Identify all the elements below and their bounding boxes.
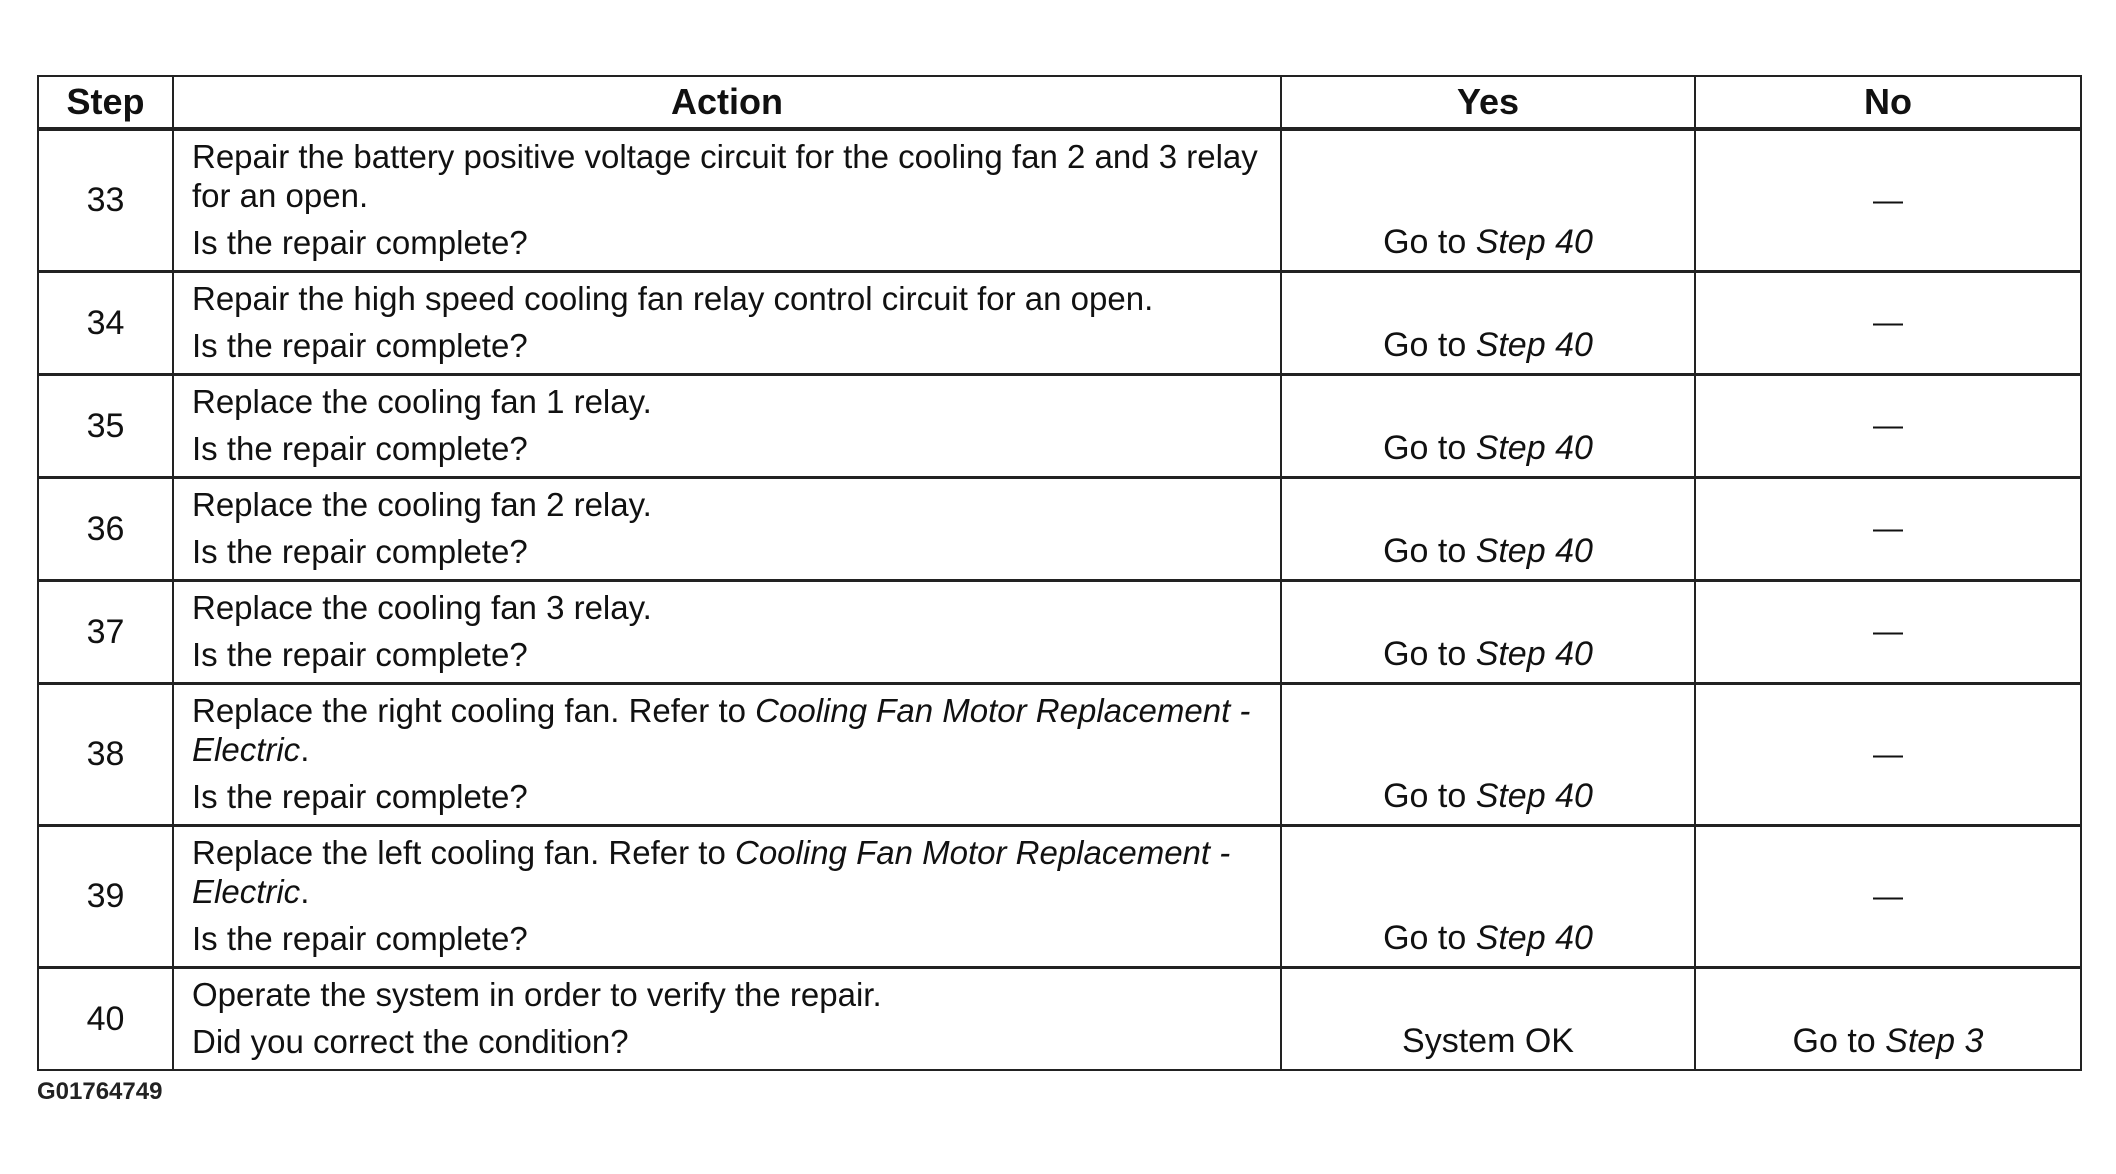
action-cell [173, 272, 1281, 375]
text-segment: Replace the cooling fan 2 relay. [192, 486, 652, 523]
table-row [38, 581, 2081, 684]
text-segment: — [1873, 409, 1903, 442]
text-segment: — [1873, 306, 1903, 339]
yes-result [1281, 478, 1695, 581]
step-number: 36 [38, 478, 173, 581]
text-segment: Replace the cooling fan 1 relay. [192, 383, 652, 420]
text-segment: Operate the system in order to verify the repair. [192, 976, 882, 1013]
step-number: 34 [38, 272, 173, 375]
action-text [192, 691, 1266, 769]
step-number: 40 [38, 968, 173, 1071]
text-segment: Go to [1383, 532, 1476, 570]
text-segment: Go to [1383, 326, 1476, 364]
yes-result [1281, 272, 1695, 375]
yes-result [1281, 581, 1695, 684]
text-segment: Go to [1383, 429, 1476, 467]
reference-link: Step 40 [1475, 326, 1593, 364]
text-segment: — [1873, 183, 1903, 217]
no-result [1695, 826, 2081, 968]
question-text: Is the repair complete? [192, 636, 528, 673]
question-text: Is the repair complete? [192, 920, 528, 957]
yes-result [1281, 129, 1695, 272]
reference-link: Step 40 [1475, 777, 1593, 815]
action-text [192, 975, 1266, 1014]
text-segment: Replace the right cooling fan. Refer to [192, 692, 756, 729]
text-segment: — [1873, 737, 1903, 771]
text-segment: — [1873, 615, 1903, 648]
action-cell [173, 826, 1281, 968]
reference-link: Cooling Fan Motor Replacement - Electric [192, 692, 1251, 768]
text-segment: . [300, 731, 310, 768]
no-result [1695, 272, 2081, 375]
table-row [38, 968, 2081, 1071]
yes-result [1281, 684, 1695, 826]
text-segment: Replace the cooling fan 3 relay. [192, 589, 652, 626]
table-row [38, 826, 2081, 968]
step-number: 33 [38, 129, 173, 272]
action-cell [173, 968, 1281, 1071]
action-text [192, 382, 1266, 421]
table-header-row [38, 76, 2081, 129]
action-text [192, 279, 1266, 318]
text-segment: Go to [1383, 635, 1476, 673]
reference-link: Cooling Fan Motor Replacement - Electric [192, 834, 1231, 910]
text-segment: — [1873, 879, 1903, 913]
question-text: Is the repair complete? [192, 533, 528, 570]
reference-link: Step 40 [1475, 919, 1593, 957]
action-cell [173, 478, 1281, 581]
table-row [38, 478, 2081, 581]
header-step: Step [38, 76, 173, 129]
text-segment: Go to [1383, 919, 1476, 957]
reference-link: Step 3 [1885, 1022, 1984, 1060]
header-no: No [1695, 76, 2081, 129]
question-text: Did you correct the condition? [192, 1023, 629, 1060]
text-segment: Repair the high speed cooling fan relay control circuit for an open. [192, 280, 1154, 317]
question-text: Is the repair complete? [192, 327, 528, 364]
question-text: Is the repair complete? [192, 778, 528, 815]
no-result [1695, 684, 2081, 826]
figure-id: G01764749 [37, 1078, 163, 1105]
no-result [1695, 129, 2081, 272]
reference-link: Step 40 [1475, 223, 1593, 261]
text-segment: Go to [1383, 223, 1476, 261]
table-row [38, 684, 2081, 826]
reference-link: Step 40 [1475, 635, 1593, 673]
action-cell [173, 375, 1281, 478]
no-result [1695, 375, 2081, 478]
text-segment: Repair the battery positive voltage circuit for the cooling fan 2 and 3 relay for an open. [192, 138, 1258, 214]
step-number: 38 [38, 684, 173, 826]
step-number: 35 [38, 375, 173, 478]
action-text [192, 833, 1266, 911]
reference-link: Step 40 [1475, 532, 1593, 570]
table-row [38, 129, 2081, 272]
reference-link: Step 40 [1475, 429, 1593, 467]
header-yes: Yes [1281, 76, 1695, 129]
action-text [192, 137, 1266, 215]
yes-result [1281, 826, 1695, 968]
action-cell [173, 129, 1281, 272]
text-segment: Go to [1383, 777, 1476, 815]
question-text: Is the repair complete? [192, 430, 528, 467]
header-action: Action [173, 76, 1281, 129]
table-row [38, 375, 2081, 478]
question-text: Is the repair complete? [192, 224, 528, 261]
yes-result [1281, 968, 1695, 1071]
text-segment: — [1873, 512, 1903, 545]
text-segment: Go to [1792, 1022, 1886, 1060]
text-segment: Replace the left cooling fan. Refer to [192, 834, 735, 871]
table-row [38, 272, 2081, 375]
text-segment: . [300, 873, 310, 910]
no-result [1695, 581, 2081, 684]
action-text [192, 485, 1266, 524]
action-cell [173, 581, 1281, 684]
table-body [38, 129, 2081, 1070]
step-number: 39 [38, 826, 173, 968]
yes-result [1281, 375, 1695, 478]
action-cell [173, 684, 1281, 826]
action-text [192, 588, 1266, 627]
no-result [1695, 478, 2081, 581]
step-number: 37 [38, 581, 173, 684]
diagnostic-table [37, 75, 2082, 1071]
no-result [1695, 968, 2081, 1071]
text-segment: System OK [1402, 1022, 1574, 1060]
